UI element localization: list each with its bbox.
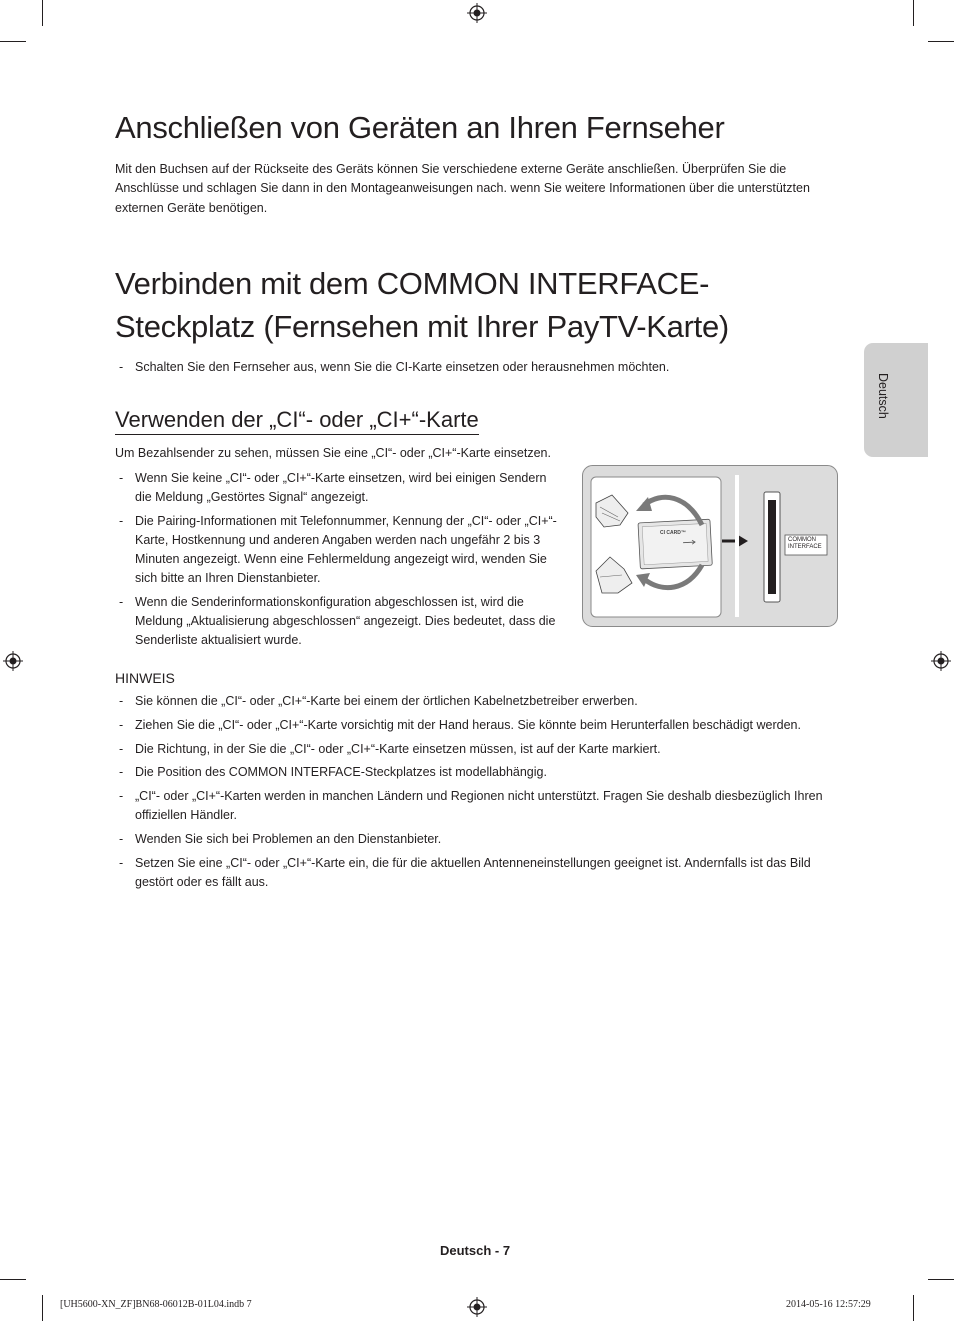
list-item: - Setzen Sie eine „CI“- oder „CI+“-Karte ein, die für die aktuellen Antenneneinstellungen geeignet ist. Andernfalls ist das Bild gestört oder es fällt aus. <box>115 854 845 893</box>
note-heading: HINWEIS <box>115 670 175 686</box>
list-item: - Die Richtung, in der Sie die „CI“- oder „CI+“-Karte einsetzen müssen, ist auf der Karte markiert. <box>115 740 845 759</box>
crop-mark <box>0 41 26 42</box>
list-item: - Die Position des COMMON INTERFACE-Steckplatzes ist modellabhängig. <box>115 763 845 782</box>
ci-card-illustration <box>582 465 838 627</box>
print-file-info: [UH5600-XN_ZF]BN68-06012B-01L04.indb 7 <box>60 1299 252 1310</box>
registration-mark-icon <box>931 651 951 671</box>
subsection-title: Verwenden der „CI“- oder „CI+“-Karte <box>115 406 479 435</box>
list-item: - Die Pairing-Informationen mit Telefonnummer, Kennung der „CI“- oder „CI+“-Karte, Hostkennung und anderen Angaben werden nach ungefähr 2 bis 3 Minuten angezeigt. Wenn eine Fehlermeldung angezeigt wird, wenden Sie sich bitte an Ihren Dienstanbieter. <box>115 512 560 589</box>
list-item: - „CI“- oder „CI+“-Karten werden in manchen Ländern und Regionen nicht unterstützt. Fragen Sie deshalb diesbezüglich Ihren offiziellen Händler. <box>115 787 845 826</box>
slot-label-line1: COMMON <box>788 537 816 543</box>
crop-mark <box>928 1279 954 1280</box>
registration-mark-icon <box>3 651 23 671</box>
ci-note-list <box>115 358 835 377</box>
list-item: - Wenn Sie keine „CI“- oder „CI+“-Karte einsetzen, wird bei einigen Sendern die Meldung „Gestörtes Signal“ angezeigt. <box>115 469 560 508</box>
registration-mark-icon <box>467 1297 487 1317</box>
slot-label <box>788 537 822 551</box>
side-tab-label: Deutsch <box>876 373 890 419</box>
section-title-line1: Verbinden mit dem COMMON INTERFACE- <box>115 266 710 301</box>
registration-mark-icon <box>467 3 487 23</box>
ci-bullet-list <box>115 469 560 651</box>
intro-paragraph: Mit den Buchsen auf der Rückseite des Geräts können Sie verschiedene externe Geräte anschließen. Überprüfen Sie die Anschlüsse und schlagen Sie dann in den Montageanweisungen nach. wenn Sie weitere Informationen über die unterstützten externen Geräte benötigen. <box>115 162 810 215</box>
crop-mark <box>913 1295 914 1321</box>
crop-mark <box>42 1295 43 1321</box>
crop-mark <box>0 1279 26 1280</box>
note-list <box>115 692 845 893</box>
crop-mark <box>928 41 954 42</box>
list-item: - Wenden Sie sich bei Problemen an den Dienstanbieter. <box>115 830 845 849</box>
list-item: - Schalten Sie den Fernseher aus, wenn Sie die CI-Karte einsetzen oder herausnehmen möchten. <box>115 358 835 377</box>
print-date-info: 2014-05-16 12:57:29 <box>786 1299 871 1310</box>
list-item: - Wenn die Senderinformationskonfiguration abgeschlossen ist, wird die Meldung „Aktualisierung abgeschlossen“ angezeigt. Dies bedeutet, dass die Senderliste aktualisiert wurde. <box>115 593 560 651</box>
page-title: Anschließen von Geräten an Ihren Fernseher <box>115 110 725 145</box>
card-label: CI CARD™ <box>660 530 686 536</box>
page-number: Deutsch - 7 <box>440 1243 511 1258</box>
section-title-line2: Steckplatz (Fernsehen mit Ihrer PayTV-Karte) <box>115 309 729 344</box>
list-item: - Ziehen Sie die „CI“- oder „CI+“-Karte vorsichtig mit der Hand heraus. Sie könnte beim Herunterfallen beschädigt werden. <box>115 716 845 735</box>
crop-mark <box>42 0 43 26</box>
language-side-tab <box>864 343 928 457</box>
ci-intro: Um Bezahlsender zu sehen, müssen Sie eine „CI“- oder „CI+“-Karte einsetzen. <box>115 446 551 460</box>
list-item: - Sie können die „CI“- oder „CI+“-Karte bei einem der örtlichen Kabelnetzbetreiber erwerben. <box>115 692 845 711</box>
slot-label-line2: INTERFACE <box>788 544 822 550</box>
crop-mark <box>913 0 914 26</box>
